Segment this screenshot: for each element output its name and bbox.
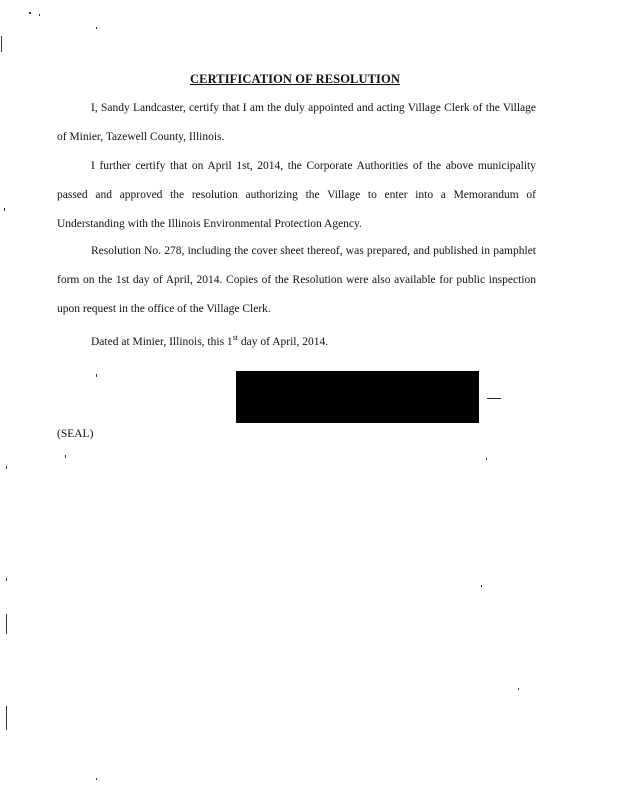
scan-speck (6, 614, 7, 634)
scan-speck (6, 706, 7, 730)
scan-speck (1, 36, 2, 52)
dated-line (91, 323, 328, 357)
scan-speck (6, 466, 7, 469)
signature-line (487, 398, 501, 399)
scan-speck (486, 458, 487, 460)
resolution-approval-paragraph: I further certify that on April 1st, 2014, the Corporate Authorities of the above municipality passed and approved the resolution authorizing the Village to enter into a Memorandum of Understanding with the Illinois Environmental Protection Agency. (57, 160, 536, 230)
document-title: CERTIFICATION OF RESOLUTION (190, 72, 400, 86)
scan-speck (65, 455, 66, 458)
scan-speck (4, 208, 5, 211)
publication-paragraph: Resolution No. 278, including the cover sheet thereof, was prepared, and published in pamphlet form on the 1st day of April, 2014. Copies of the Resolution were also available for public inspection upon request in the office of the Village Clerk. (57, 245, 536, 315)
scan-speck (481, 585, 482, 587)
scan-speck (39, 14, 40, 16)
scan-speck (96, 778, 97, 780)
scan-speck (96, 27, 97, 29)
redacted-signature-block (236, 371, 479, 423)
dated-line-superscript: st (232, 333, 239, 342)
scan-speck (518, 688, 519, 690)
dated-line-suffix: day of April, 2014. (238, 335, 329, 348)
scan-speck (29, 12, 31, 14)
seal-label: (SEAL) (57, 428, 94, 440)
dated-line-text: Dated at Minier, Illinois, this 1 (91, 335, 233, 348)
scan-speck (96, 374, 97, 377)
certification-paragraph: I, Sandy Landcaster, certify that I am the duly appointed and acting Village Clerk of the Village of Minier, Tazewell County, Illinois. (57, 102, 536, 143)
scan-speck (6, 578, 7, 581)
